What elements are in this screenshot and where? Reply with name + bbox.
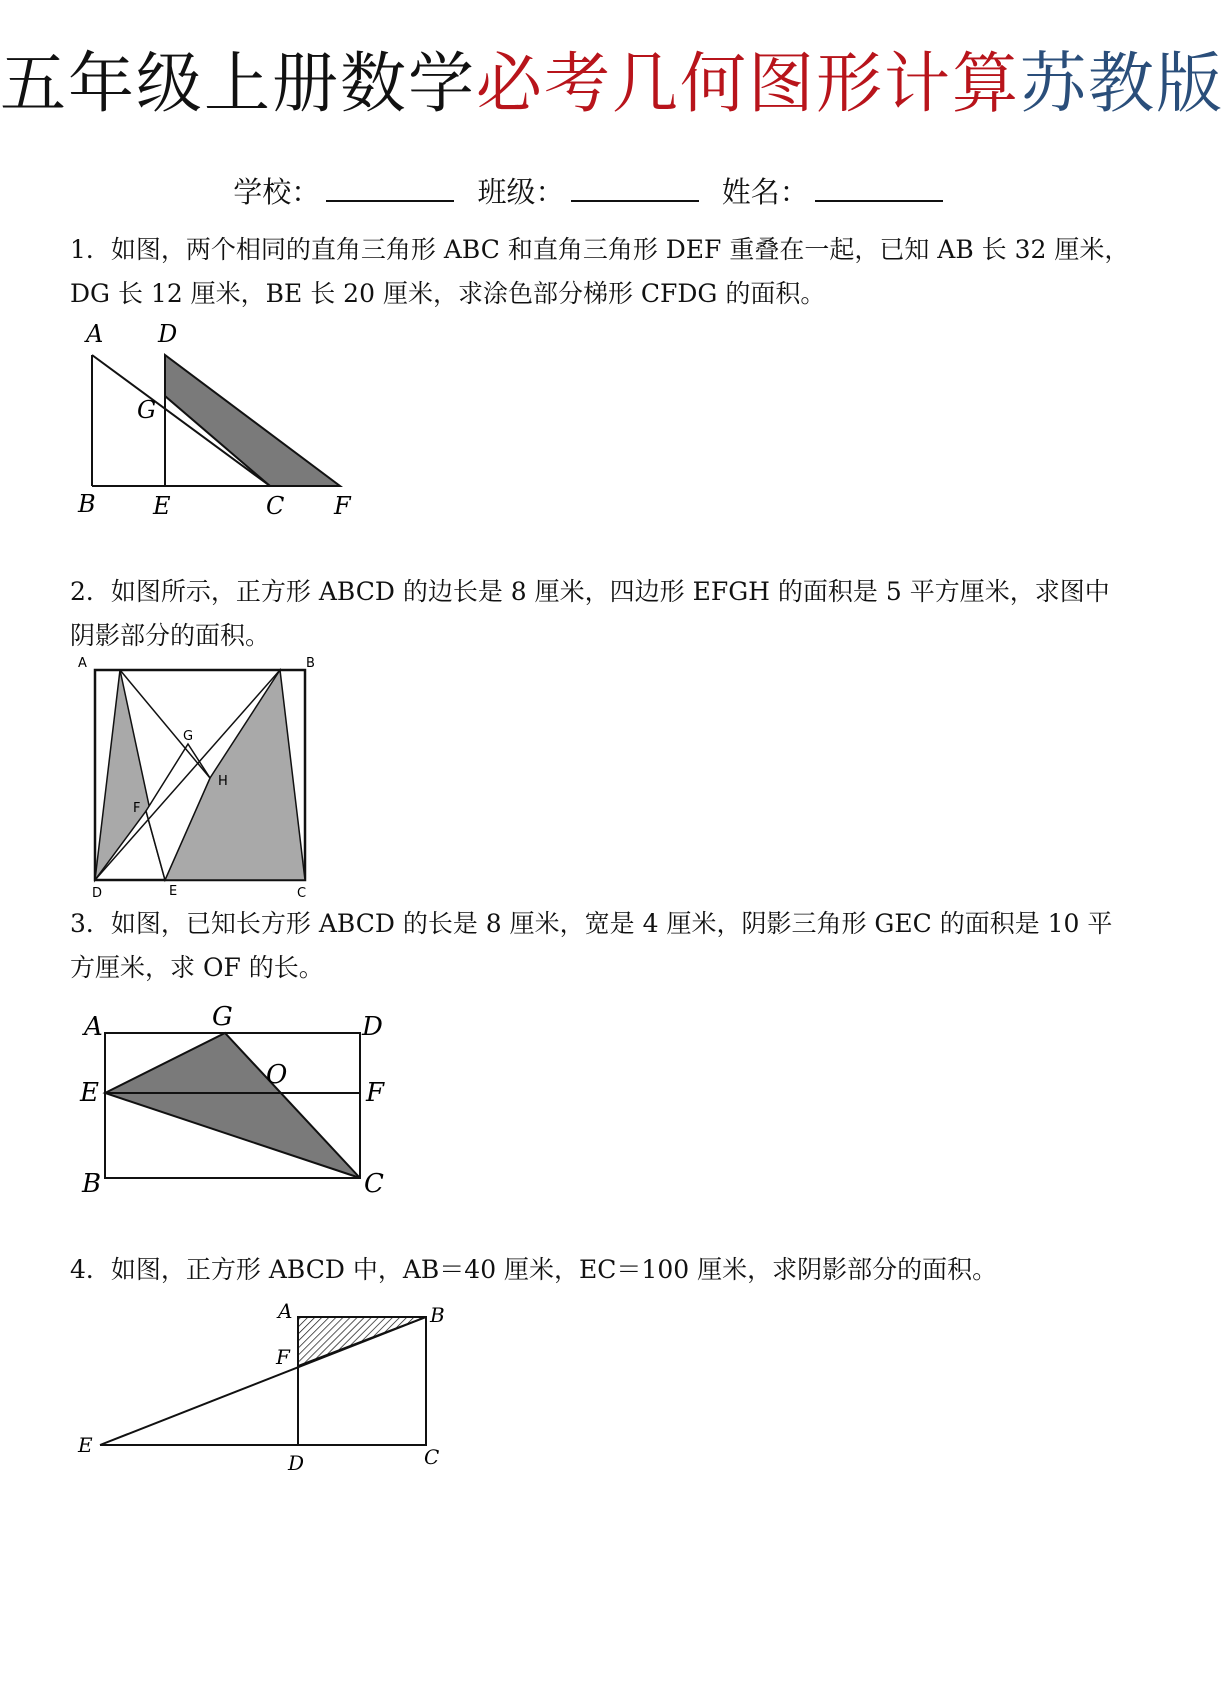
q1-label-f: F [334, 492, 351, 520]
question-4-figure [70, 1300, 460, 1490]
q2-label-f: F [133, 801, 141, 816]
q2-label-c: C [297, 886, 307, 901]
q4-label-e: E [78, 1433, 93, 1457]
question-1-figure [70, 320, 390, 530]
q1-label-g: G [137, 396, 157, 424]
q4-label-c: C [424, 1445, 440, 1469]
q2-label-h: H [218, 774, 228, 789]
question-2-text: 2．如图所示，正方形 ABCD 的边长是 8 厘米，四边形 EFGH 的面积是 5 平方厘米，求图中阴影部分的面积。 [70, 577, 1110, 650]
school-label: 学校： [233, 175, 321, 209]
q3-label-g: G [212, 1002, 233, 1032]
q1-label-d: D [158, 320, 178, 348]
school-blank[interactable] [326, 178, 454, 202]
q4-line-eb [100, 1317, 426, 1445]
q3-label-b: B [82, 1169, 102, 1199]
title-part-edition: 苏教版 [1020, 45, 1224, 122]
q4-label-a: A [278, 1299, 293, 1323]
question-4-text: 4．如图，正方形 ABCD 中，AB＝40 厘米，EC＝100 厘米，求阴影部分的面积。 [70, 1255, 998, 1284]
q2-label-g: G [183, 729, 194, 744]
q3-label-a: A [84, 1012, 103, 1042]
question-3-figure [70, 995, 430, 1205]
q2-label-d: D [92, 886, 103, 901]
title-part-topic: 必考几何图形计算 [476, 45, 1020, 122]
q3-label-c: C [364, 1169, 384, 1199]
q1-label-b: B [78, 490, 96, 518]
q1-label-e: E [153, 492, 171, 520]
q2-shaded-left [95, 670, 165, 880]
q3-shaded-triangle-gec [105, 1033, 360, 1178]
q4-label-b: B [430, 1303, 445, 1327]
q3-label-d: D [362, 1012, 383, 1042]
question-3-text: 3．如图，已知长方形 ABCD 的长是 8 厘米，宽是 4 厘米，阴影三角形 GEC 的面积是 10 平方厘米，求 OF 的长。 [70, 909, 1113, 982]
question-1-text: 1．如图，两个相同的直角三角形 ABC 和直角三角形 DEF 重叠在一起，已知 AB 长 32 厘米，DG 长 12 厘米，BE 长 20 厘米，求涂色部分梯形 CFDG 的面积。 [70, 235, 1130, 308]
q4-label-f: F [276, 1345, 290, 1369]
q1-shaded-trapezoid [165, 355, 340, 486]
title-part-grade: 五年级上册数学 [0, 45, 476, 122]
q2-label-b: B [306, 656, 315, 671]
name-label: 姓名： [721, 175, 809, 209]
q1-label-a: A [86, 320, 104, 348]
q2-label-a: A [78, 656, 87, 671]
student-info-line [0, 170, 1190, 211]
q1-label-c: C [266, 492, 285, 520]
q2-label-e: E [169, 884, 178, 899]
class-label: 班级： [477, 175, 565, 209]
q3-label-o: O [266, 1060, 288, 1090]
q4-label-d: D [288, 1451, 305, 1475]
q3-label-e: E [80, 1078, 99, 1108]
question-2-figure [70, 655, 320, 905]
q3-label-f: F [366, 1078, 385, 1108]
page-title [0, 45, 1224, 122]
name-blank[interactable] [815, 178, 943, 202]
class-blank[interactable] [571, 178, 699, 202]
